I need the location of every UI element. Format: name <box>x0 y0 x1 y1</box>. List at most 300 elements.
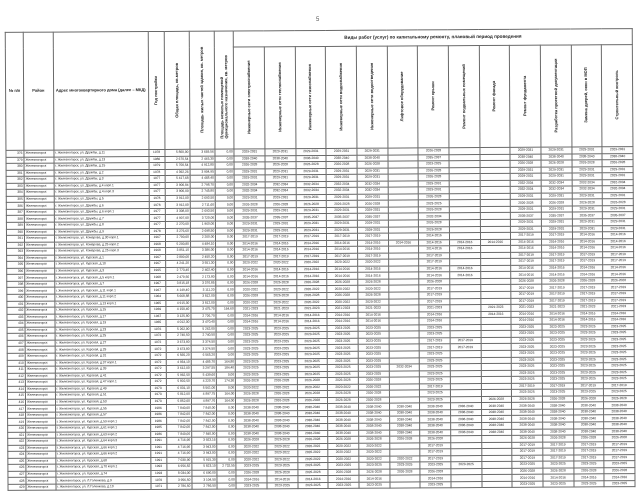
table-cell: г. Железногорск, ул. Дружбы, д.11 <box>54 150 149 157</box>
table-cell: 5 915,30 <box>192 457 217 464</box>
table-cell: 2032-2034 <box>234 182 265 189</box>
table-cell: г. Железногорск, ул. Л.Голенкова, д.10 <box>56 483 151 490</box>
table-cell: 410 <box>7 360 25 367</box>
table-cell: 2032-2034 <box>572 180 603 187</box>
table-cell: 2014-2016 <box>327 318 358 325</box>
table-cell: 2038-2040 <box>236 417 267 424</box>
table-cell: 2023-2025 <box>358 351 389 358</box>
table-cell: 5 668,88 <box>165 293 190 300</box>
table-cell: 381 <box>6 170 24 177</box>
table-cell: 2 745,80 <box>190 188 215 195</box>
table-cell: 2032-2034 <box>602 179 633 186</box>
table-cell: 2017-2019 <box>541 232 572 239</box>
table-cell: 2017-2019 <box>511 232 542 239</box>
table-cell: 2017-2019 <box>512 455 543 462</box>
table-cell: 2017-2019 <box>450 344 481 351</box>
table-cell: г. Железногорск, ул. Л.Голенкова, д.9 <box>56 477 151 484</box>
table-cell: 394 <box>7 255 25 262</box>
column-header <box>356 46 387 148</box>
table-cell: 411 <box>7 366 25 373</box>
table-cell: 3 815,18 <box>165 280 190 287</box>
table-cell: 2026-2028 <box>234 162 265 169</box>
table-cell: 397 <box>7 275 25 282</box>
table-cell: 2017-2019 <box>572 258 603 265</box>
table-cell: 2023-2025 <box>297 345 328 352</box>
table-cell: 2023-2025 <box>236 463 267 470</box>
table-cell: Железногорск <box>26 425 56 432</box>
table-cell: 2026-2028 <box>511 278 542 285</box>
table-cell: 2023-2025 <box>235 339 266 346</box>
table-cell: 422 <box>8 438 26 445</box>
table-cell: 0,00 <box>216 214 235 221</box>
table-cell: 2023-2025 <box>573 481 604 488</box>
table-cell: 1972 <box>150 365 166 372</box>
table-cell: 2 698,50 <box>190 228 215 235</box>
table-cell: 2023-2025 <box>266 365 297 372</box>
table-cell: 416 <box>7 399 25 406</box>
table-cell: 4 912,80 <box>190 162 215 169</box>
table-cell: 2 786,50 <box>167 483 192 490</box>
table-cell: 3 900,84 <box>165 182 190 189</box>
table-cell: 2029-2031 <box>265 221 296 228</box>
table-cell: 2026-2028 <box>266 397 297 404</box>
table-cell: 2017-2019 <box>420 455 451 462</box>
table-cell: 1970 <box>151 477 167 484</box>
table-cell: 2020-2022 <box>266 384 297 391</box>
table-cell: 2023-2025 <box>236 358 267 365</box>
table-cell: 3 386,00 <box>190 247 215 254</box>
table-cell: 2038-2040 <box>236 424 267 431</box>
table-cell: 2038-2040 <box>267 417 298 424</box>
table-cell: г. Железногорск, ул. Курская, д.7 <box>54 280 149 287</box>
table-cell: 2029-2031 <box>296 194 327 201</box>
table-cell: 2017-2019 <box>512 448 543 455</box>
table-cell: 2020-2022 <box>236 443 267 450</box>
table-cell: 2029-2031 <box>235 195 266 202</box>
table-cell: 2020-2022 <box>327 286 358 293</box>
table-cell: 2038-2040 <box>543 428 574 435</box>
table-cell: 2038-2040 <box>512 409 543 416</box>
table-cell: 2026-2028 <box>266 391 297 398</box>
table-cell: 2 670,54 <box>165 156 190 163</box>
table-cell: 2029-2031 <box>603 225 634 232</box>
table-cell: 2026-2028 <box>604 467 635 474</box>
table-cell: 2017-2019 <box>542 383 573 390</box>
table-cell: 2020-2022 <box>267 443 298 450</box>
table-cell: 2023-2025 <box>327 345 358 352</box>
table-cell: 2038-2040 <box>420 423 451 430</box>
table-cell: 2023-2025 <box>573 389 604 396</box>
table-cell: 2020-2022 <box>327 260 358 267</box>
table-cell: 2023-2025 <box>603 336 634 343</box>
table-cell: 2038-2040 <box>389 410 420 417</box>
table-cell: 2038-2040 <box>573 415 604 422</box>
table-cell: 2023-2025 <box>327 325 358 332</box>
table-cell: г. Железногорск, ул. Курская, д.27 <box>55 339 150 346</box>
table-cell <box>390 482 421 489</box>
table-cell: 2026-2028 <box>265 162 296 169</box>
table-cell: 164,60 <box>216 306 235 313</box>
table-cell: 2014-2016 <box>359 475 390 482</box>
capital-repair-table <box>5 28 636 491</box>
table-cell: 2023-2025 <box>266 345 297 352</box>
table-cell: 2029-2031 <box>572 173 603 180</box>
table-cell: 3 374,50 <box>191 339 216 346</box>
table-cell: 2020-2022 <box>327 299 358 306</box>
column-header-label: Инженерные сети водоснабжения <box>337 62 344 131</box>
table-cell: 1986 <box>150 411 166 418</box>
table-cell: 400 <box>7 294 25 301</box>
table-cell: 0,00 <box>217 372 236 379</box>
table-cell: Железногорск <box>25 386 55 393</box>
table-cell: 2014-2016 <box>235 313 266 320</box>
table-cell: 2032-2034 <box>326 188 357 195</box>
table-cell: 2026-2028 <box>419 220 450 227</box>
table-cell: 2023-2025 <box>328 463 359 470</box>
table-cell: 1991 <box>150 438 166 445</box>
table-cell: 2026-2028 <box>541 199 572 206</box>
table-cell: 2023-2025 <box>327 351 358 358</box>
table-cell: 5 823,10 <box>192 463 217 470</box>
table-cell: 2032-2034 <box>265 188 296 195</box>
table-cell: 2014-2016 <box>236 476 267 483</box>
table-cell: 2038-2040 <box>420 416 451 423</box>
table-cell: 423 <box>8 445 26 452</box>
table-cell: 2023-2025 <box>573 324 604 331</box>
table-cell: 2020-2022 <box>296 260 327 267</box>
table-cell: 1967 <box>149 254 165 261</box>
column-header <box>164 31 190 149</box>
table-cell: 2029-2031 <box>234 168 265 175</box>
column-header-label: Разработка проектной документации <box>552 58 558 133</box>
table-cell: 425 <box>8 458 26 465</box>
table-cell: 2017-2019 <box>603 258 634 265</box>
table-cell: 2032-2034 <box>541 186 572 193</box>
table-cell: 1968 <box>149 248 165 255</box>
table-cell: 2020-2022 <box>267 456 298 463</box>
table-cell: 2038-2040 <box>297 410 328 417</box>
table-cell: 0,00 <box>216 247 235 254</box>
table-cell: 2026-2028 <box>296 292 327 299</box>
table-cell: 8 034,00 <box>166 470 191 477</box>
table-cell: 0,00 <box>215 149 234 156</box>
table-cell: 2026-2028 <box>419 279 450 286</box>
column-header <box>479 45 510 147</box>
table-cell: 2035-2037 <box>357 214 388 221</box>
table-cell: 0,00 <box>217 483 236 490</box>
table-cell: 2014-2016 <box>604 474 635 481</box>
table-cell: 0,00 <box>216 260 235 267</box>
table-cell: 2029-2031 <box>511 219 542 226</box>
table-cell: 2029-2031 <box>265 227 296 234</box>
table-cell: 3 956,50 <box>167 477 192 484</box>
table-cell: 3 297,55 <box>191 365 216 372</box>
table-cell: г. Железногорск, ул. Курская, д.55 <box>55 405 150 412</box>
table-cell: 2020-2022 <box>266 299 297 306</box>
table-cell: 7 842,00 <box>166 424 191 431</box>
table-cell: 2032-2034 <box>419 213 450 220</box>
table-cell: 2026-2028 <box>419 207 450 214</box>
column-header <box>510 45 541 147</box>
table-cell: Железногорск <box>26 451 56 458</box>
table-cell: 2023-2025 <box>603 330 634 337</box>
table-cell: 2023-2025 <box>512 461 543 468</box>
table-cell: 3 812,00 <box>191 300 216 307</box>
table-cell: 1972 <box>150 346 166 353</box>
table-cell: 2017-2019 <box>572 252 603 259</box>
table-cell: 2023-2025 <box>419 324 450 331</box>
table-cell: 0,00 <box>216 241 235 248</box>
table-cell: 5 802,50 <box>166 378 191 385</box>
table-cell: 2038-2040 <box>573 422 604 429</box>
table-cell: 2026-2028 <box>358 292 389 299</box>
table-cell: 2014-2016 <box>327 240 358 247</box>
table-cell: 3 111,20 <box>191 287 216 294</box>
table-cell: 2023-2025 <box>603 323 634 330</box>
table-cell: 3 475,70 <box>191 306 216 313</box>
table-cell: 2023-2025 <box>512 389 543 396</box>
table-cell: 2038-2040 <box>234 155 265 162</box>
table-cell: 164,80 <box>217 359 236 366</box>
table-cell: 2014-2016 <box>511 239 542 246</box>
table-cell: 4 150,40 <box>165 306 190 313</box>
table-cell: Железногорск <box>24 216 54 223</box>
table-cell: 2023-2025 <box>266 352 297 359</box>
table-cell: 2017-2019 <box>511 291 542 298</box>
table-cell: 2029-2031 <box>541 193 572 200</box>
table-cell: 2026-2028 <box>603 278 634 285</box>
table-cell: г. Железногорск, ул. Курская, д.74 <box>55 470 150 477</box>
table-cell: Железногорск <box>24 183 54 190</box>
table-cell: 2014-2016 <box>357 246 388 253</box>
table-cell: 402 <box>7 307 25 314</box>
table-cell: 2014-2016 <box>266 319 297 326</box>
table-cell: 2038-2040 <box>573 402 604 409</box>
table-cell: 2038-2040 <box>510 154 541 161</box>
table-cell: 5 262,00 <box>191 326 216 333</box>
table-cell: Железногорск <box>25 327 55 334</box>
table-cell: 2029-2031 <box>357 148 388 155</box>
table-cell: 2017-2019 <box>604 448 635 455</box>
table-cell: 2032-2034 <box>296 181 327 188</box>
table-cell: 2014-2016 <box>572 245 603 252</box>
table-cell: 1971 <box>151 483 167 490</box>
table-cell: 2023-2025 <box>420 462 451 469</box>
table-cell: 2029-2031 <box>572 166 603 173</box>
table-cell: 2021-2023 <box>266 306 297 313</box>
table-cell: 2026-2028 <box>572 278 603 285</box>
table-cell: 2014-2016 <box>542 311 573 318</box>
table-cell: Железногорск <box>25 399 55 406</box>
table-cell: г. Железногорск, ул. Курская, д.39 <box>55 366 150 373</box>
table-cell: 2014-2016 <box>572 317 603 324</box>
column-header-label: № п/п <box>8 88 21 94</box>
table-cell: 0,00 <box>217 470 236 477</box>
table-cell: 2 402,40 <box>191 267 216 274</box>
table-cell: 2026-2028 <box>328 377 359 384</box>
capital-repair-table-sheet <box>5 28 636 489</box>
table-cell: 2029-2031 <box>357 220 388 227</box>
table-cell: 2035-2037 <box>296 214 327 221</box>
table-cell: 1977 <box>149 182 165 189</box>
table-cell: 7 840,00 <box>191 404 216 411</box>
table-cell: г. Железногорск, ул. Курская, д.31 <box>55 352 150 359</box>
table-cell: Железногорск <box>25 261 55 268</box>
table-cell: 2029-2031 <box>265 208 296 215</box>
table-cell: 2026-2028 <box>542 278 573 285</box>
table-cell: 2014-2016 <box>542 271 573 278</box>
table-cell: 2023-2025 <box>604 389 635 396</box>
table-cell: 1967 <box>150 313 166 320</box>
table-cell: 2029-2031 <box>510 147 541 154</box>
table-cell: 2017-2019 <box>572 297 603 304</box>
table-cell: 2017-2019 <box>419 298 450 305</box>
table-cell: 382 <box>6 176 24 183</box>
table-cell: 3 912,00 <box>165 195 190 202</box>
table-cell: 2026-2028 <box>359 469 390 476</box>
table-cell: 2026-2028 <box>573 396 604 403</box>
table-cell: 1973 <box>150 385 166 392</box>
table-cell: 3 851,10 <box>165 247 190 254</box>
table-cell: г. Железногорск, ул. Курская, д.68 <box>55 457 150 464</box>
table-cell: Железногорск <box>25 288 55 295</box>
table-cell: 2038-2040 <box>358 410 389 417</box>
table-cell: 2 700,00 <box>165 234 190 241</box>
table-cell: 2 711,60 <box>190 202 215 209</box>
table-cell: 396 <box>7 268 25 275</box>
column-header-label: Ремонт подвальных помещений <box>460 63 466 129</box>
table-cell: 2014-2016 <box>603 245 634 252</box>
table-cell: 1972 <box>150 333 166 340</box>
table-cell: 0,00 <box>215 188 234 195</box>
table-cell: 2029-2031 <box>357 227 388 234</box>
table-cell: 2023-2025 <box>511 330 542 337</box>
table-cell: 2026-2028 <box>543 468 574 475</box>
table-cell: 0,00 <box>216 201 235 208</box>
table-cell: 2032-2034 <box>510 180 541 187</box>
table-cell: 2026-2028 <box>235 293 266 300</box>
table-cell: 1978 <box>149 228 165 235</box>
table-cell: 2029-2031 <box>265 194 296 201</box>
table-cell: 2014-2016 <box>419 272 450 279</box>
table-cell: 385 <box>6 196 24 203</box>
table-cell: 2020-2022 <box>235 286 266 293</box>
table-cell: 2017-2019 <box>573 448 604 455</box>
table-cell: 2029-2031 <box>326 168 357 175</box>
table-cell: 2038-2040 <box>512 402 543 409</box>
table-cell: 2026-2028 <box>297 397 328 404</box>
column-header <box>601 45 632 147</box>
table-cell: 2023-2025 <box>235 332 266 339</box>
table-cell: 2035-2037 <box>327 214 358 221</box>
table-cell: 2023-2025 <box>603 363 634 370</box>
table-cell: 1980 <box>149 156 165 163</box>
table-cell: 2023-2025 <box>358 325 389 332</box>
table-cell: 384 <box>6 190 24 197</box>
table-cell: 2023-2025 <box>512 376 543 383</box>
table-cell: 2026-2028 <box>510 200 541 207</box>
table-cell: 0,00 <box>217 404 236 411</box>
table-cell: 2026-2028 <box>358 390 389 397</box>
table-cell: 2026-2028 <box>602 199 633 206</box>
table-cell: 2038-2040 <box>573 428 604 435</box>
table-cell: 2014-2016 <box>420 475 451 482</box>
table-cell: 2023-2025 <box>418 200 449 207</box>
table-cell: 0,00 <box>216 273 235 280</box>
table-cell: 2026-2028 <box>357 200 388 207</box>
table-cell: 1978 <box>149 169 165 176</box>
table-cell: 2023-2025 <box>542 376 573 383</box>
table-cell: 2023-2025 <box>297 338 328 345</box>
table-cell: г. Железногорск, ул. Курская, д.11 корп.1 <box>54 287 149 294</box>
table-cell: Железногорск <box>25 405 55 412</box>
table-cell: 2026-2028 <box>296 162 327 169</box>
table-cell: 2023-2025 <box>573 461 604 468</box>
table-cell: 4 241,20 <box>165 261 190 268</box>
table-cell: 417 <box>8 406 26 413</box>
table-cell: 0,00 <box>216 234 235 241</box>
table-cell: 3 308,00 <box>165 208 190 215</box>
table-cell: 1991 <box>151 457 167 464</box>
table-cell: 2 786,50 <box>192 483 217 490</box>
table-cell: 2038-2040 <box>328 410 359 417</box>
table-cell: г. Железногорск, ул. Дружбы, д.6 корп.1 <box>54 208 149 215</box>
table-cell: 2026-2028 <box>543 435 574 442</box>
table-cell: 3 812,00 <box>191 293 216 300</box>
table-cell: 2023-2025 <box>359 482 390 489</box>
table-cell: 3 612,00 <box>166 365 191 372</box>
table-cell: 0,00 <box>216 339 235 346</box>
table-cell: 2038-2040 <box>236 404 267 411</box>
table-cell: 2014-2016 <box>603 238 634 245</box>
column-header-label: Район <box>32 87 45 94</box>
table-cell: 2029-2031 <box>571 147 602 154</box>
table-cell: 2021-2023 <box>480 304 511 311</box>
table-cell: 1973 <box>150 398 166 405</box>
table-cell: 2029-2031 <box>510 173 541 180</box>
table-cell: 2014-2016 <box>511 272 542 279</box>
table-cell: 2021-2023 <box>327 305 358 312</box>
table-cell: 2038-2040 <box>297 430 328 437</box>
table-cell: 2017-2019 <box>266 253 297 260</box>
table-cell: 2023-2025 <box>420 370 451 377</box>
table-cell: 2023-2025 <box>603 369 634 376</box>
table-cell: 2014-2016 <box>357 240 388 247</box>
column-header-label: Площадь нежилых помещений функционального назначения, кв. метров <box>219 55 229 139</box>
table-cell: 6 956,82 <box>166 464 191 471</box>
table-cell: 0,00 <box>216 287 235 294</box>
table-cell: 2038-2040 <box>481 416 512 423</box>
table-cell: 2038-2040 <box>328 404 359 411</box>
table-cell: 2020-2022 <box>296 299 327 306</box>
table-cell: г. Железногорск, ул. Дружбы, д.4 корп.3 <box>54 189 149 196</box>
table-cell: 1972 <box>150 379 166 386</box>
table-cell: 2029-2031 <box>511 206 542 213</box>
table-cell: 3 370,85 <box>191 280 216 287</box>
table-cell: 2023-2025 <box>420 377 451 384</box>
table-cell: 2014-2016 <box>235 247 266 254</box>
table-cell: 2023-2025 <box>603 350 634 357</box>
table-cell: 0,00 <box>216 221 235 228</box>
table-cell: 2023-2025 <box>573 363 604 370</box>
table-cell: Железногорск <box>26 445 56 452</box>
table-cell: 2026-2028 <box>512 396 543 403</box>
table-cell: 0,00 <box>215 156 234 163</box>
table-cell: 2023-2025 <box>297 325 328 332</box>
table-cell: 2038-2040 <box>512 422 543 429</box>
table-cell: Железногорск <box>25 340 55 347</box>
table-cell: Железногорск <box>24 235 54 242</box>
